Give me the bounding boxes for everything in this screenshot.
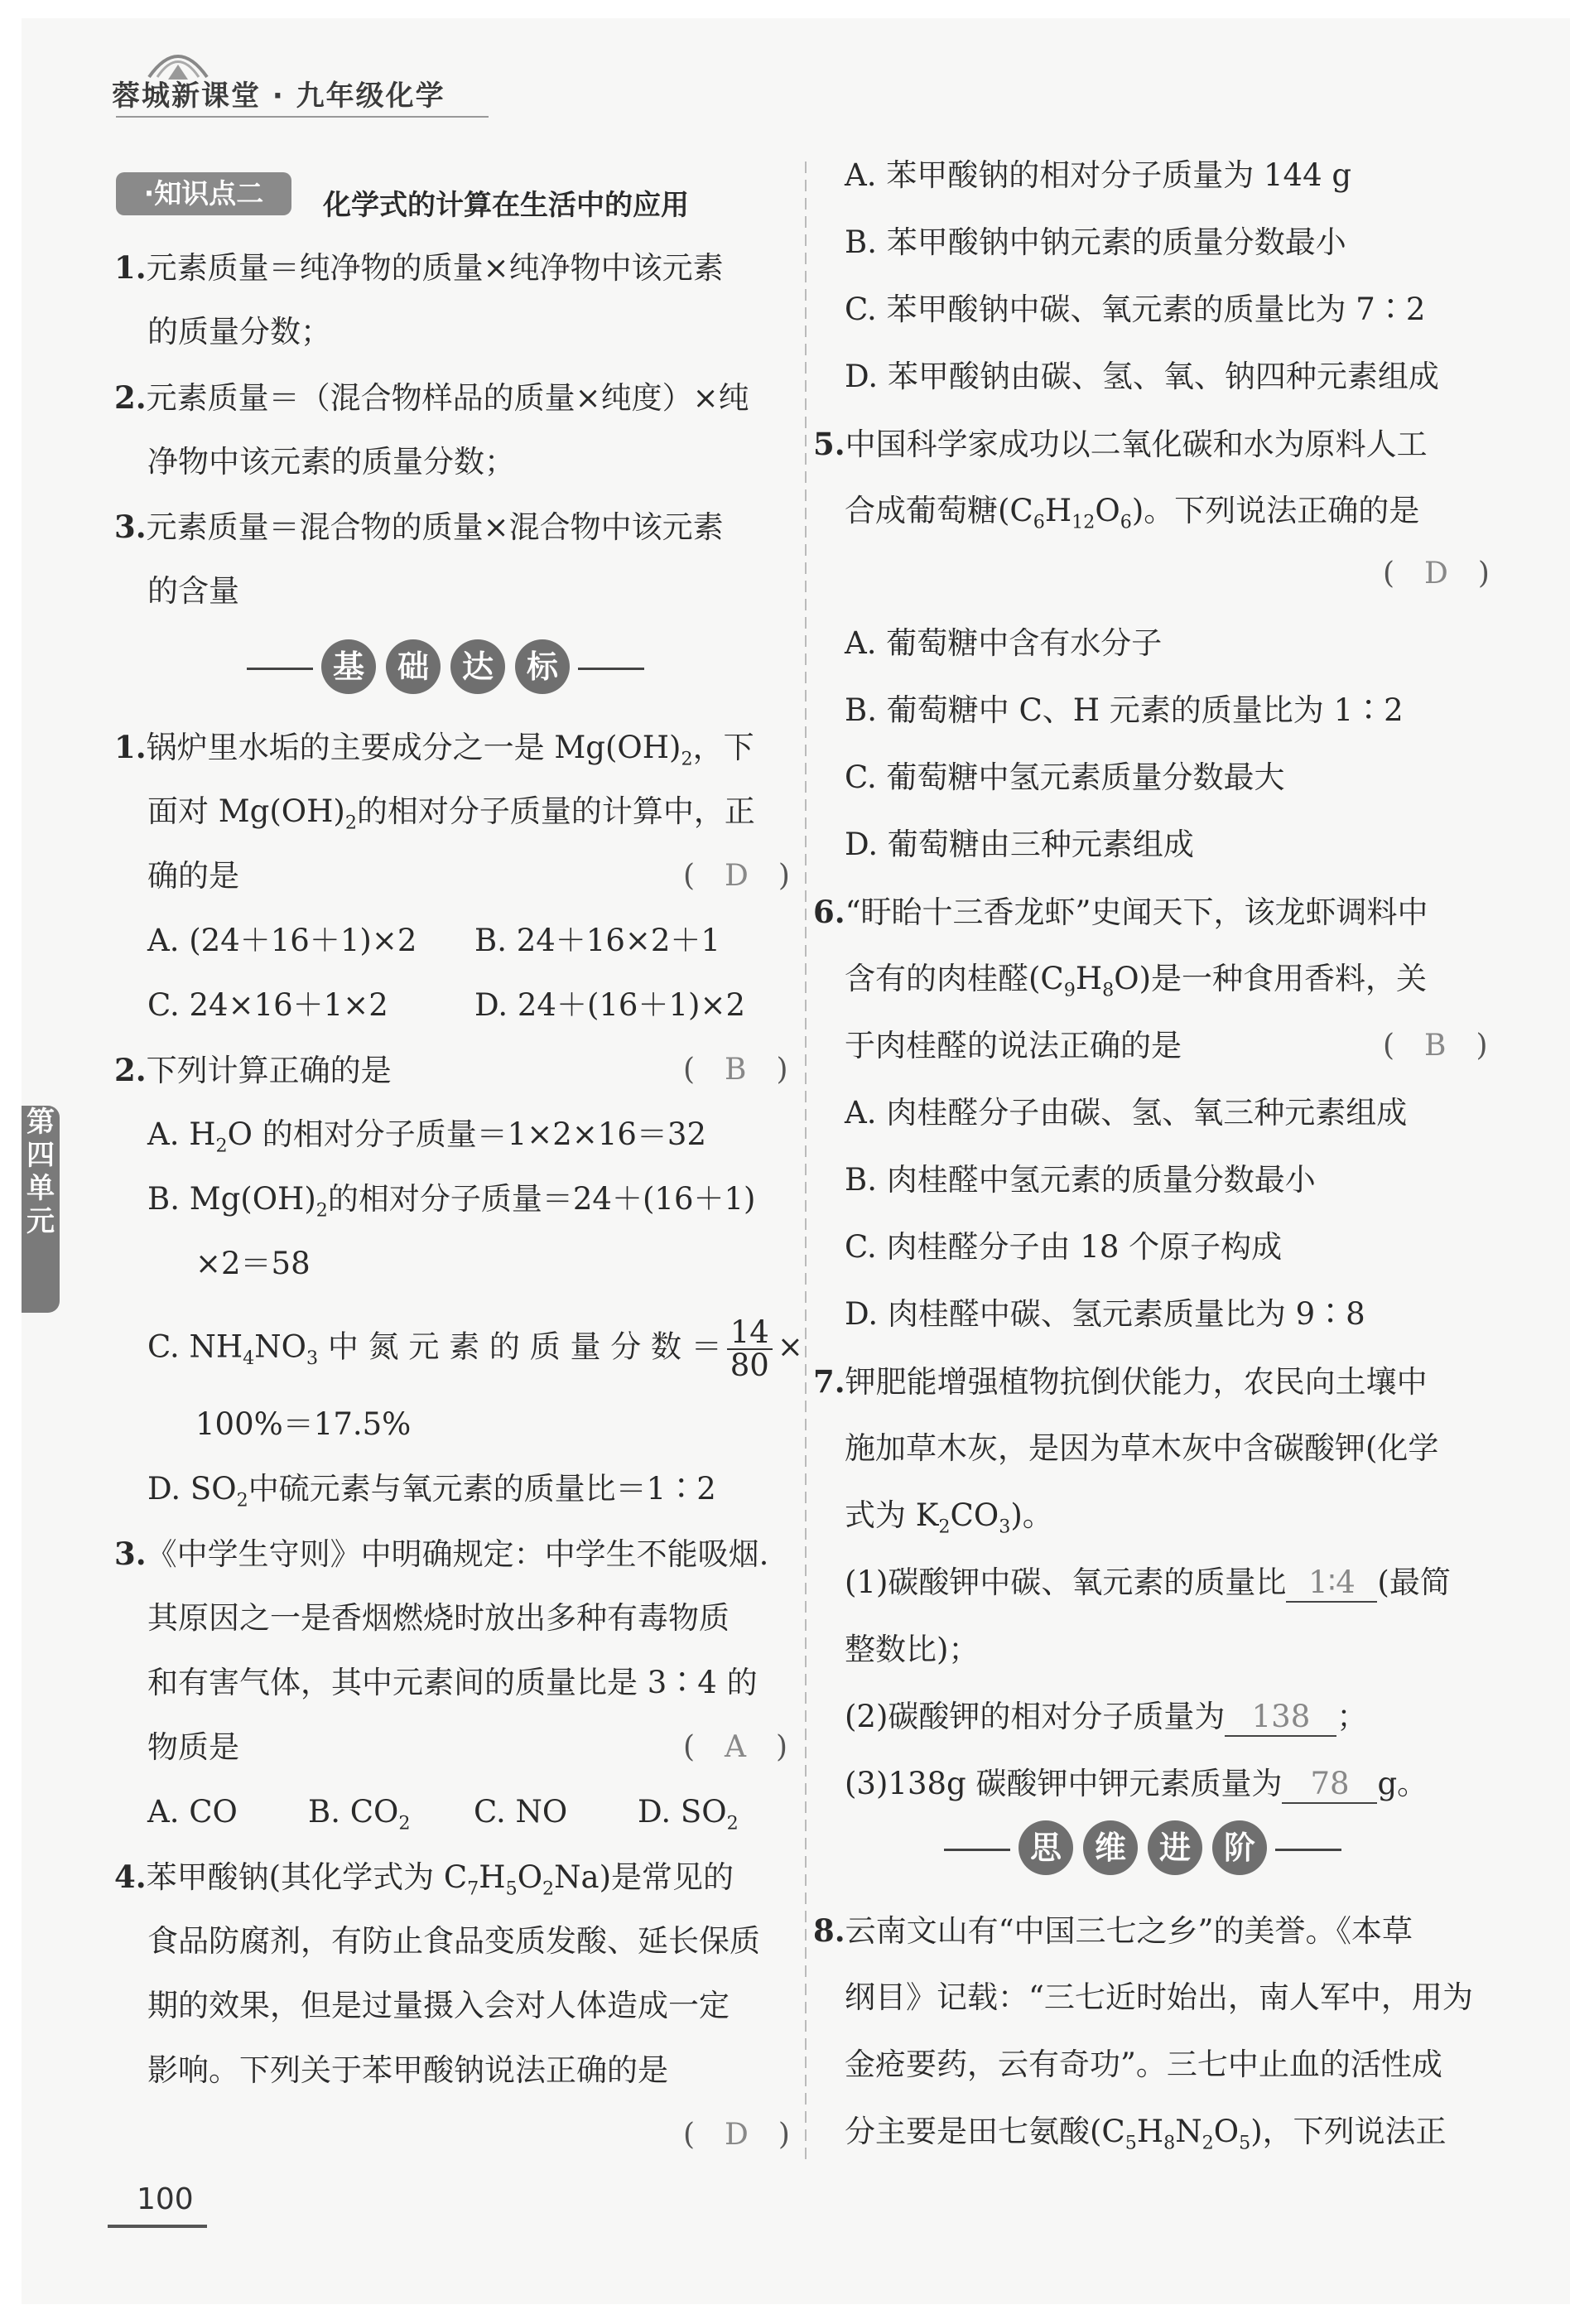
q3-line-1: 3.《中学生守则》中明确规定：中学生不能吸烟.	[114, 1536, 769, 1572]
q1-option-d: D. 24＋(16＋1)×2	[474, 987, 745, 1023]
q8-line-1: 8.云南文山有“中国三七之乡”的美誉。《本草	[813, 1912, 1413, 1949]
q6-line-2: 含有的肉桂醛$(C_9H_8O)$是一种食用香料，关	[845, 961, 1428, 1001]
q1-option-a: A. (24＋16＋1)×2	[147, 923, 417, 958]
q3-option-b: B. $CO_2$	[308, 1794, 411, 1835]
q1-answer: ( D )	[683, 859, 790, 893]
q4-option-a: A. 苯甲酸钠的相对分子质量为 144 g	[845, 157, 1352, 193]
section-char: 阶	[1212, 1820, 1267, 1875]
q4-line-3: 期的效果，但是过量摄入会对人体造成一定	[147, 1988, 730, 2023]
answer-blank[interactable]: 78	[1282, 1766, 1377, 1804]
q4-option-d: D. 苯甲酸钠由碳、氢、氧、钠四种元素组成	[845, 359, 1439, 394]
q8-line-3: 金疮要药，云有奇功”。三七中止血的活性成	[845, 2047, 1442, 2082]
q3-option-a: A. CO	[147, 1794, 238, 1830]
q5-option-a: A. 葡萄糖中含有水分子	[845, 625, 1163, 661]
q5-answer: ( D )	[1383, 557, 1490, 591]
q3-answer: ( A )	[683, 1730, 788, 1764]
q3-line-4: 物质是	[147, 1729, 239, 1765]
kp-item-2: 2.元素质量＝（混合物样品的质量×纯度）×纯	[114, 379, 749, 416]
q8-line-4: 分主要是田七氨酸$(C_5H_8N_2O_5)$，下列说法正	[845, 2114, 1447, 2154]
q5-option-d: D. 葡萄糖由三种元素组成	[845, 827, 1194, 862]
kp-item-3-line-2: 的含量	[147, 573, 239, 609]
q1-option-c: C. 24×16＋1×2	[147, 987, 388, 1023]
q1-line-3: 确的是	[147, 858, 239, 894]
header-rule	[116, 116, 489, 118]
q7-line-1: 7.钾肥能增强植物抗倒伏能力，农民向土壤中	[813, 1363, 1428, 1400]
q3-option-c: C. NO	[474, 1794, 568, 1830]
kp-item-1-line-2: 的质量分数；	[147, 314, 331, 350]
page-number: 100	[137, 2182, 194, 2216]
section-char: 进	[1148, 1820, 1202, 1875]
q6-line-3: 于肉桂醛的说法正确的是	[845, 1028, 1182, 1063]
section-char: 标	[515, 639, 570, 694]
unit-side-tab: 第 四 单 元	[22, 1106, 60, 1313]
column-divider	[802, 162, 810, 2166]
q4-line-2: 食品防腐剂，有防止食品变质发酸、延长保质	[147, 1923, 760, 1959]
knowledge-point-badge: ·知识点二	[116, 172, 291, 215]
page-number-rule	[108, 2225, 207, 2228]
q5-option-b: B. 葡萄糖中 C、H 元素的质量比为 1∶2	[845, 692, 1404, 728]
q6-option-a: A. 肉桂醛分子由碳、氢、氧三种元素组成	[845, 1095, 1408, 1131]
section-char: 基	[321, 639, 376, 694]
q5-line-1: 5.中国科学家成功以二氧化碳和水为原料人工	[813, 426, 1428, 462]
q1-option-b: B. 24＋16×2＋1	[474, 923, 720, 958]
q6-line-1: 6.“盱眙十三香龙虾”史闻天下，该龙虾调料中	[813, 894, 1428, 930]
q2-option-d: D. $SO_2$中硫元素与氧元素的质量比＝1∶2	[147, 1471, 716, 1512]
q5-option-c: C. 葡萄糖中氢元素质量分数最大	[845, 759, 1285, 795]
q7-part-2: (2)碳酸钾的相对分子质量为 138 ；	[845, 1696, 1367, 1738]
q2-option-c-line-2: 100%＝17.5%	[195, 1406, 412, 1442]
q1-line-1: 1.锅炉里水垢的主要成分之一是 $Mg(OH)_2$，下	[114, 729, 754, 770]
q3-line-2: 其原因之一是香烟燃烧时放出多种有毒物质	[147, 1600, 730, 1636]
q8-line-2: 纲目》记载：“三七近时始出，南人军中，用为	[845, 1979, 1473, 2015]
q2-option-b: B. $Mg(OH)_2$的相对分子质量＝24＋(16＋1)	[147, 1181, 756, 1222]
q7-part-3: (3)138g 碳酸钾中钾元素质量为 78 g。	[845, 1763, 1428, 1805]
section-char: 维	[1083, 1820, 1138, 1875]
q4-line-1: 4.苯甲酸钠(其化学式为 $C_7H_5O_2Na$)是常见的	[114, 1859, 734, 1900]
q7-part-1-line-2: 整数比)；	[845, 1632, 980, 1667]
q4-answer: ( D )	[683, 2118, 790, 2152]
q4-option-b: B. 苯甲酸钠中钠元素的质量分数最小	[845, 224, 1346, 260]
answer-blank[interactable]: 138	[1225, 1699, 1336, 1737]
kp-item-2-line-2: 净物中该元素的质量分数；	[147, 444, 515, 480]
section-header-advanced	[944, 1820, 1341, 1878]
q5-line-2: 合成葡萄糖$(C_6H_{12}O_6)$。下列说法正确的是	[845, 493, 1420, 533]
q7-line-2: 施加草木灰，是因为草木灰中含碳酸钾(化学	[845, 1430, 1439, 1466]
section-char: 础	[386, 639, 441, 694]
q7-part-1: (1)碳酸钾中碳、氧元素的质量比 1∶4 (最简	[845, 1562, 1451, 1603]
answer-blank[interactable]: 1∶4	[1286, 1565, 1377, 1603]
q3-option-d: D. $SO_2$	[638, 1794, 739, 1835]
q2-stem: 2.下列计算正确的是	[114, 1052, 392, 1088]
q4-option-c: C. 苯甲酸钠中碳、氧元素的质量比为 7∶2	[845, 292, 1426, 327]
section-char: 达	[450, 639, 505, 694]
q6-answer: ( B )	[1383, 1029, 1488, 1063]
q4-line-4: 影响。下列关于苯甲酸钠说法正确的是	[147, 2052, 668, 2088]
knowledge-point-title: 化学式的计算在生活中的应用	[323, 189, 689, 222]
q3-line-3: 和有害气体，其中元素间的质量比是 3∶4 的	[147, 1665, 758, 1700]
header-title: 蓉城新课堂 · 九年级化学	[112, 80, 445, 113]
kp-item-3: 3.元素质量＝混合物的质量×混合物中该元素	[114, 509, 724, 545]
section-header-basic	[247, 639, 644, 697]
fraction: $\frac{14}{80}$	[727, 1317, 773, 1381]
q1-line-2: 面对 $Mg(OH)_2$的相对分子质量的计算中，正	[147, 793, 755, 834]
q2-answer: ( B )	[683, 1053, 788, 1087]
q6-option-c: C. 肉桂醛分子由 18 个原子构成	[845, 1229, 1283, 1265]
q2-option-a: A. $H_2O$ 的相对分子质量＝1×2×16＝32	[147, 1116, 706, 1157]
q6-option-d: D. 肉桂醛中碳、氢元素质量比为 9∶8	[845, 1296, 1365, 1332]
section-char: 思	[1019, 1820, 1073, 1875]
q2-option-b-line-2: ×2＝58	[195, 1246, 311, 1281]
kp-item-1: 1.元素质量＝纯净物的质量×纯净物中该元素	[114, 249, 724, 286]
q2-option-c: C. $NH_4NO_3$ 中 氮 元 素 的 质 量 分 数 ＝ $\frac{14}{80}$ ×	[147, 1314, 803, 1383]
q7-line-3: 式为 $K_2CO_3$)。	[845, 1497, 1053, 1538]
q6-option-b: B. 肉桂醛中氢元素的质量分数最小	[845, 1162, 1316, 1198]
